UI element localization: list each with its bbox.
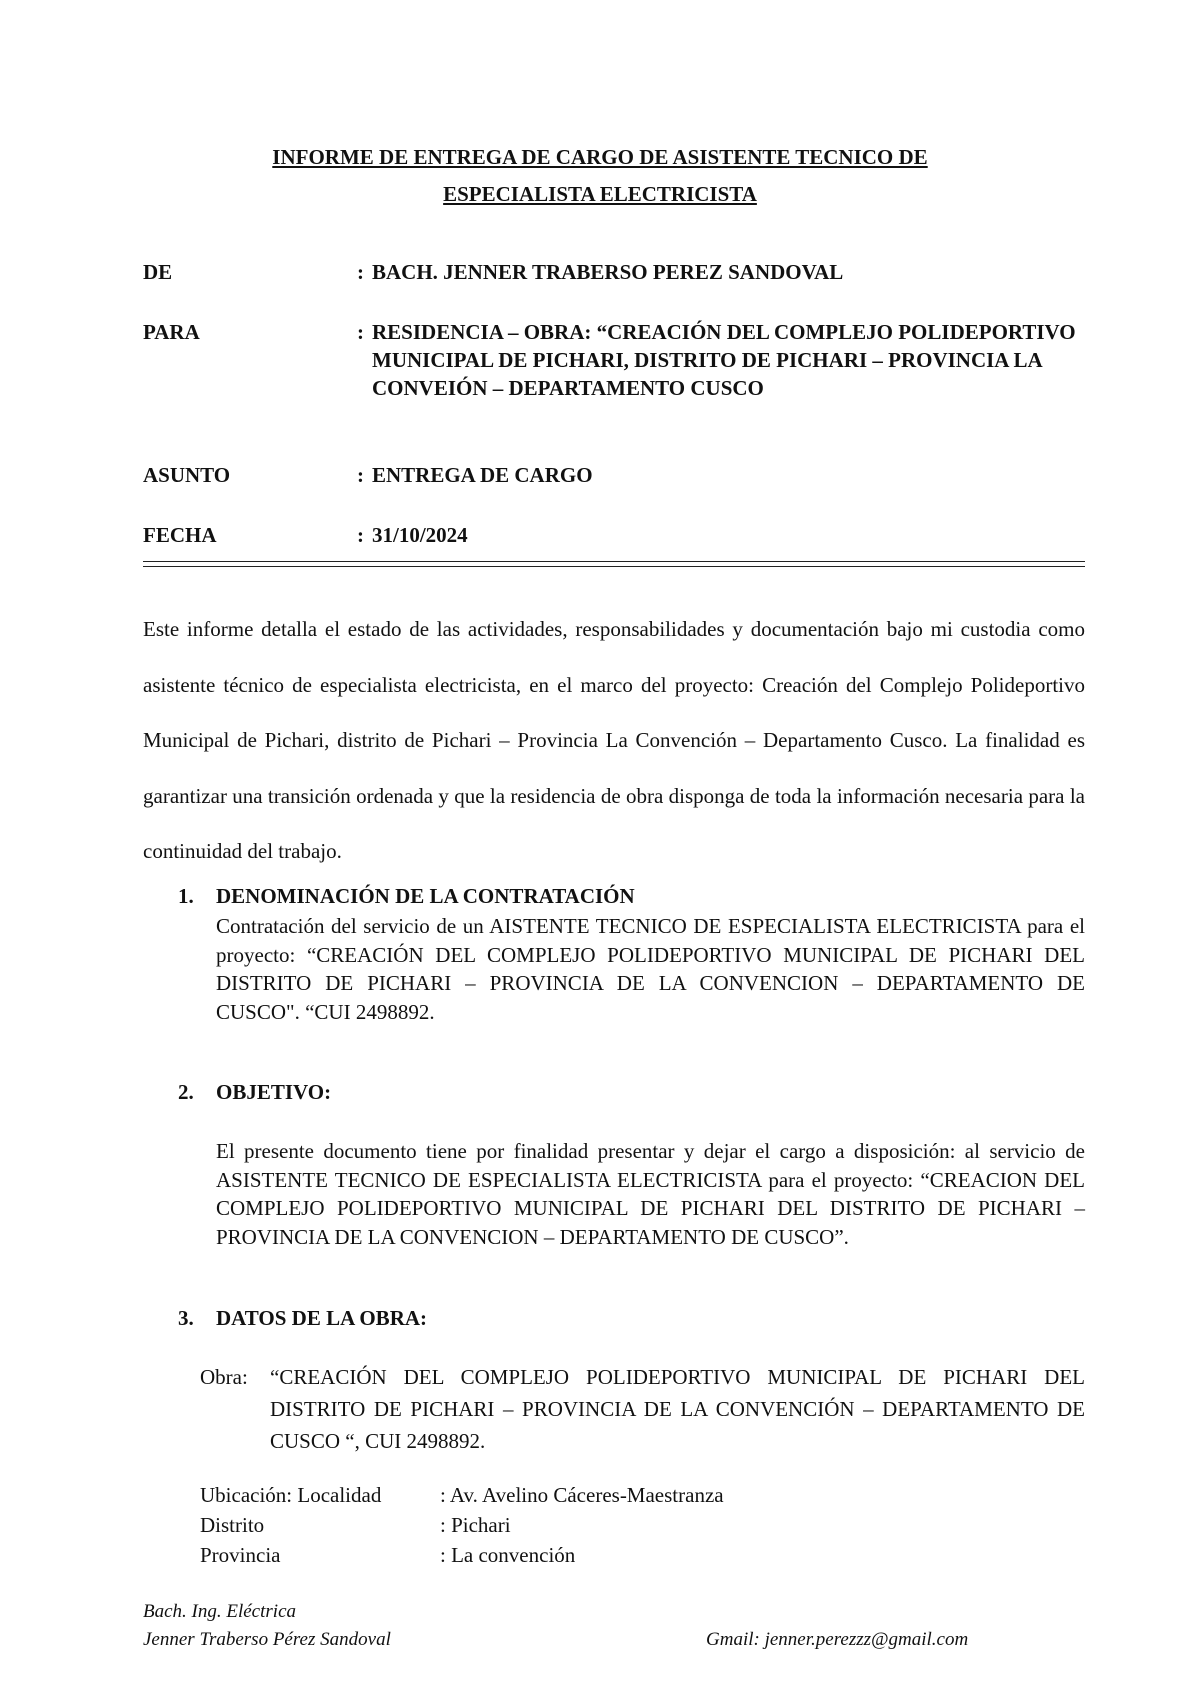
section-1-number: 1. xyxy=(178,884,194,908)
footer-author-name: Jenner Traberso Pérez Sandoval xyxy=(143,1629,391,1650)
ubicacion-value: : Pichari xyxy=(440,1513,511,1537)
ubicacion-key: Distrito xyxy=(200,1513,265,1537)
document-title-line-1: INFORME DE ENTREGA DE CARGO DE ASISTENTE TECNICO DE xyxy=(272,145,928,169)
section-1-body: Contratación del servicio de un AISTENTE TECNICO DE ESPECIALISTA ELECTRICISTA para el proyecto: “CREACIÓN DEL COMPLEJO POLIDEPORTIVO MUNICIPAL DE PICHARI DEL DISTRITO DE PICHARI – PROVINCIA DE LA CONVENCION – DEPARTAMENTO DE CUSCO". “CUI 2498892. xyxy=(216,914,1085,1024)
section-2-number: 2. xyxy=(178,1080,194,1104)
header-de-label: DE xyxy=(143,260,173,284)
header-asunto-label: ASUNTO xyxy=(143,463,231,487)
section-3-number: 3. xyxy=(178,1306,194,1330)
ubicacion-key: Ubicación: Localidad xyxy=(200,1483,382,1507)
header-separator-line xyxy=(143,561,1085,562)
intro-paragraph: Este informe detalla el estado de las actividades, responsabilidades y documentación bajo mi custodia como asistente técnico de especialista electricista, en el marco del proyecto: Creación del Complejo Polideportivo Municipal de Pichari, distrito de Pichari – Provincia La Convención – Departamento Cusco. La finalidad es garantizar una transición ordenada y que la residencia de obra disponga de toda la información necesaria para la continuidad del trabajo. xyxy=(143,617,1085,863)
header-para-colon: : xyxy=(357,320,364,344)
header-de-value: BACH. JENNER TRABERSO PEREZ SANDOVAL xyxy=(372,260,844,284)
header-para-label: PARA xyxy=(143,320,200,344)
header-fecha-label: FECHA xyxy=(143,523,217,547)
section-1-title: DENOMINACIÓN DE LA CONTRATACIÓN xyxy=(216,884,635,908)
document-title-line-2: ESPECIALISTA ELECTRICISTA xyxy=(443,182,757,206)
ubicacion-value: : La convención xyxy=(440,1543,576,1567)
header-fecha-value: 31/10/2024 xyxy=(372,523,468,547)
header-asunto-value: ENTREGA DE CARGO xyxy=(372,463,593,487)
obra-label: Obra: xyxy=(200,1365,248,1389)
ubicacion-key: Provincia xyxy=(200,1543,281,1567)
header-de-colon: : xyxy=(357,260,364,284)
footer-degree: Bach. Ing. Eléctrica xyxy=(143,1601,297,1622)
footer-gmail: Gmail: jenner.perezzz@gmail.com xyxy=(706,1629,969,1650)
header-para-value: RESIDENCIA – OBRA: “CREACIÓN DEL COMPLEJO POLIDEPORTIVO MUNICIPAL DE PICHARI, DISTRITO DE PICHARI – PROVINCIA LA CONVEIÓN – DEPARTAMENTO CUSCO xyxy=(372,320,1076,400)
obra-text: “CREACIÓN DEL COMPLEJO POLIDEPORTIVO MUNICIPAL DE PICHARI DEL DISTRITO DE PICHARI – PROVINCIA DE LA CONVENCIÓN – DEPARTAMENTO DE CUSCO “, CUI 2498892. xyxy=(270,1365,1085,1453)
header-fecha-colon: : xyxy=(357,523,364,547)
header-asunto-colon: : xyxy=(357,463,364,487)
section-3-title: DATOS DE LA OBRA: xyxy=(216,1306,428,1330)
ubicacion-value: : Av. Avelino Cáceres-Maestranza xyxy=(440,1483,724,1507)
header-separator-line-2 xyxy=(143,566,1085,567)
section-2-title: OBJETIVO: xyxy=(216,1080,332,1104)
section-2-body: El presente documento tiene por finalidad presentar y dejar el cargo a disposición: al servicio de ASISTENTE TECNICO DE ESPECIALISTA ELECTRICISTA para el proyecto: “CREACION DEL COMPLEJO POLIDEPORTIVO MUNICIPAL DE PICHARI DEL DISTRITO DE PICHARI – PROVINCIA DE LA CONVENCION – DEPARTAMENTO DE CUSCO”. xyxy=(216,1139,1085,1249)
